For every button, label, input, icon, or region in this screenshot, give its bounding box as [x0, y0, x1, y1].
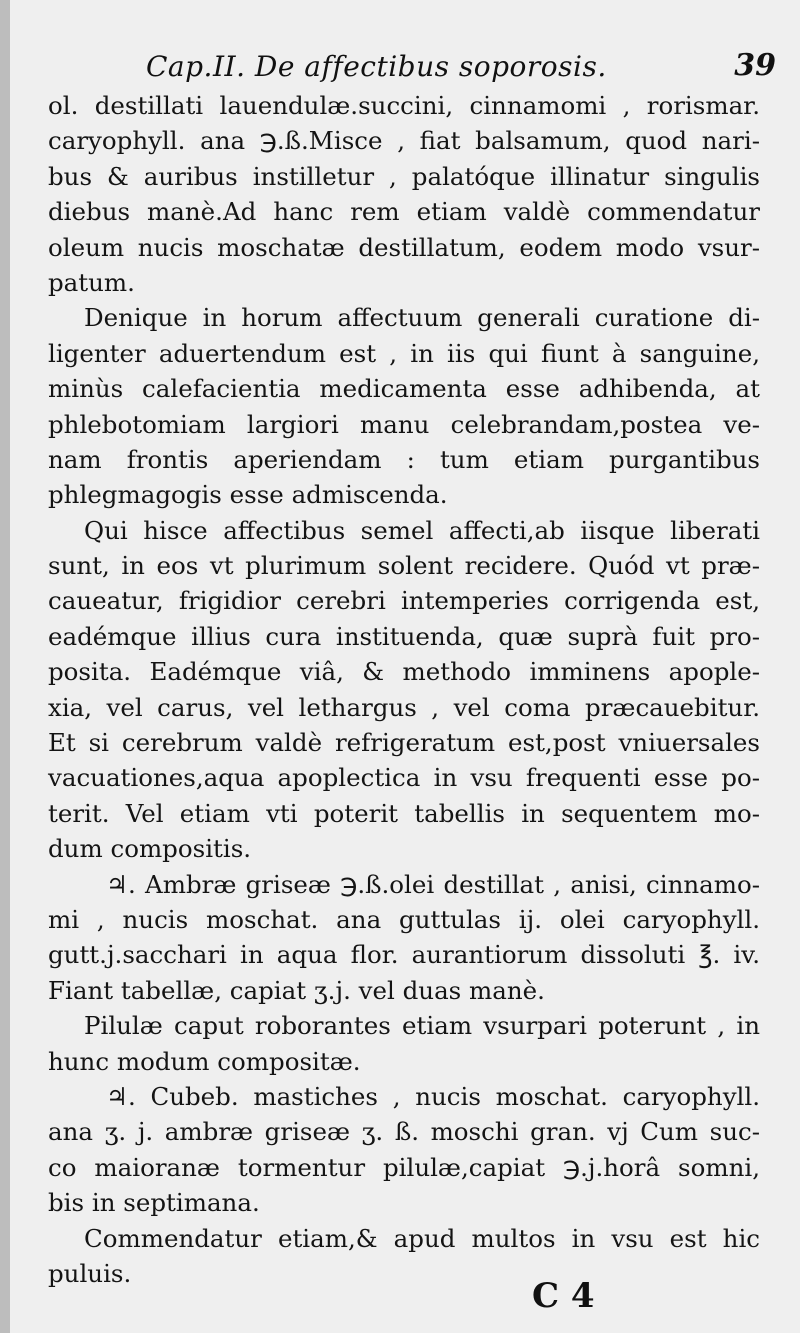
- text-line: ana ʒ. j. ambræ griseæ ʒ. ß. moschi gran. vj Cum suc-: [48, 1117, 760, 1147]
- text-line: minùs calefacientia medicamenta esse adhibenda, at: [48, 374, 760, 404]
- text-line: caryophyll. ana ℈.ß.Misce , fiat balsamum, quod nari-: [48, 126, 760, 156]
- text-line: bus & auribus instilletur , palatóque illinatur singulis: [48, 161, 760, 191]
- signature-mark: C 4: [532, 1276, 595, 1316]
- text-line: caueatur, frigidior cerebri intemperies corrigenda est,: [48, 586, 760, 616]
- running-head: Cap.II. De affectibus soporosis.: [146, 50, 607, 83]
- text-line: hunc modum compositæ.: [48, 1046, 361, 1076]
- text-line: patum.: [48, 267, 135, 297]
- text-line: phlebotomiam largiori manu celebrandam,postea ve-: [48, 409, 760, 439]
- text-line: dum compositis.: [48, 834, 252, 864]
- text-line: xia, vel carus, vel lethargus , vel coma præcauebitur.: [48, 692, 760, 722]
- text-line: ol. destillati lauendulæ.succini, cinnamomi , rorismar.: [48, 91, 760, 120]
- paragraph-start: Denique in horum affectuum generali curatione di-: [84, 303, 760, 333]
- body-text: [48, 88, 760, 1291]
- text-line: puluis.: [48, 1258, 132, 1288]
- text-line: nam frontis aperiendam : tum etiam purgantibus: [48, 444, 760, 474]
- text-line: mi , nucis moschat. ana guttulas ij. olei caryophyll.: [48, 904, 760, 934]
- text-line: Fiant tabellæ, capiat ʒ.j. vel duas manè.: [48, 975, 545, 1005]
- text-line: oleum nucis moschatæ destillatum, eodem modo vsur-: [48, 232, 760, 262]
- page-number: 39: [734, 48, 776, 83]
- text-line: ligenter aduertendum est , in iis qui fiunt à sanguine,: [48, 338, 760, 368]
- paragraph-start: Qui hisce affectibus semel affecti,ab iisque liberati: [84, 515, 760, 545]
- text-line: sunt, in eos vt plurimum solent recidere. Quód vt præ-: [48, 551, 760, 581]
- text-line: posita. Eadémque viâ, & methodo imminens apople-: [48, 657, 760, 687]
- recipe-start: ♃. Cubeb. mastiches , nucis moschat. caryophyll.: [106, 1081, 760, 1111]
- paragraph-start: Pilulæ caput roborantes etiam vsurpari poterunt , in: [84, 1011, 760, 1041]
- text-line: vacuationes,aqua apoplectica in vsu frequenti esse po-: [48, 763, 760, 793]
- text-line: eadémque illius cura instituenda, quæ suprà fuit pro-: [48, 621, 760, 651]
- text-line: Et si cerebrum valdè refrigeratum est,post vniuersales: [48, 728, 760, 758]
- text-line: co maioranæ tormentur pilulæ,capiat ℈.j.horâ somni,: [48, 1152, 760, 1182]
- text-line: terit. Vel etiam vti poterit tabellis in sequentem mo-: [48, 798, 760, 828]
- text-line: bis in septimana.: [48, 1188, 260, 1218]
- text-line: phlegmagogis esse admiscenda.: [48, 480, 448, 510]
- text-line: diebus manè.Ad hanc rem etiam valdè commendatur: [48, 197, 760, 227]
- paragraph-start: Commendatur etiam,& apud multos in vsu est hic: [84, 1223, 760, 1253]
- text-line: gutt.j.sacchari in aqua flor. aurantiorum dissoluti ℥. iv.: [48, 940, 760, 970]
- recipe-start: ♃. Ambræ griseæ ℈.ß.olei destillat , anisi, cinnamo-: [106, 869, 760, 899]
